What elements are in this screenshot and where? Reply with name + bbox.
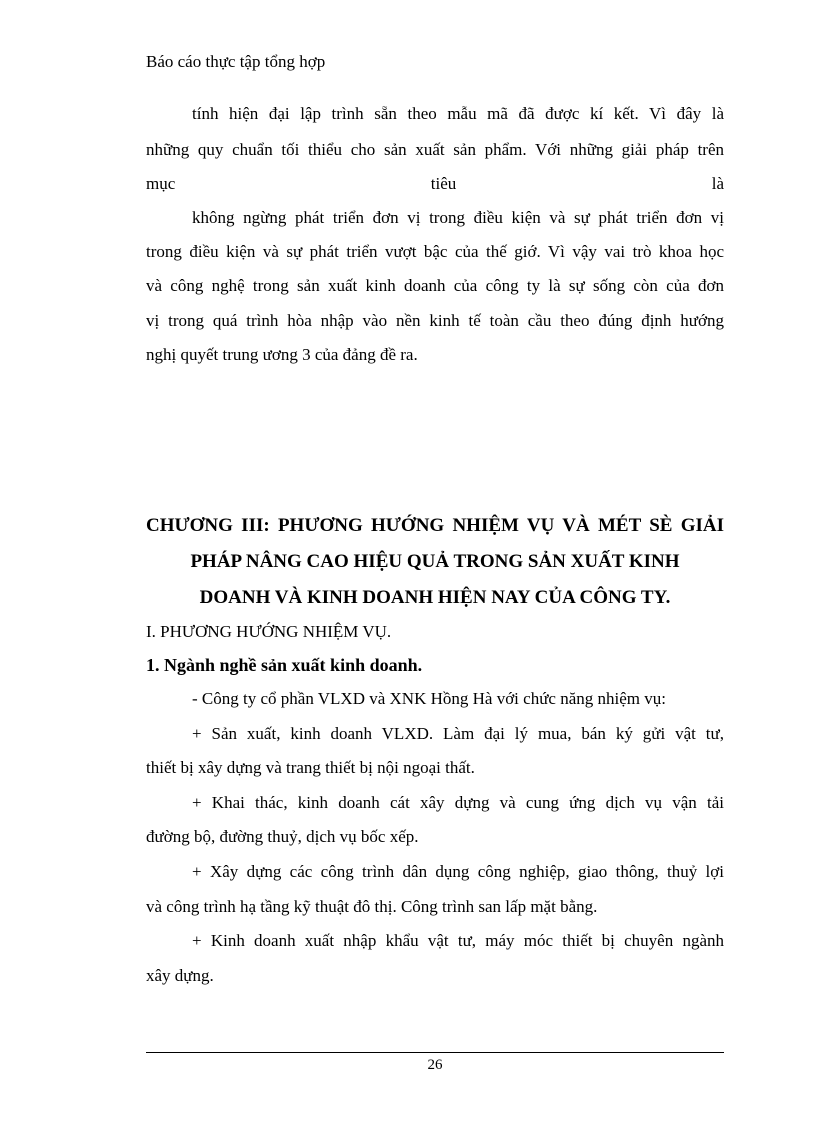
intro-line: nghị quyết trung ương 3 của đảng đề ra. — [146, 345, 418, 364]
body-line: và công trình hạ tầng kỹ thuật đô thị. Công trình san lấp mặt bằng. — [146, 897, 598, 916]
body-line: + Kinh doanh xuất nhập khẩu vật tư, máy móc thiết bị chuyên ngành — [192, 931, 724, 950]
intro-line: vị trong quá trình hòa nhập vào nền kinh tế toàn cầu theo đúng định hướng — [146, 311, 724, 330]
intro-line: trong điều kiện và sự phát triển vượt bậc của thế giớ. Vì vậy vai trò khoa học — [146, 242, 724, 261]
body-line: + Xây dựng các công trình dân dụng công nghiệp, giao thông, thuỷ lợi — [192, 862, 724, 881]
intro-line: những quy chuẩn tối thiểu cho sản xuất sản phẩm. Với những giải pháp trên — [146, 140, 724, 159]
section-heading: I. PHƯƠNG HƯỚNG NHIỆM VỤ. — [146, 622, 392, 641]
body-line: + Khai thác, kinh doanh cát xây dựng và cung ứng dịch vụ vận tải — [192, 793, 724, 812]
chapter-title-line: CHƯƠNG III: PHƯƠNG HƯỚNG NHIỆM VỤ VÀ MÉT SÈ GIẢI — [146, 515, 724, 536]
page-number: 26 — [427, 1057, 443, 1073]
body-line: thiết bị xây dựng và trang thiết bị nội ngoại thất. — [146, 758, 475, 777]
footer-rule — [146, 1052, 724, 1053]
chapter-title-line: PHÁP NÂNG CAO HIỆU QUẢ TRONG SẢN XUẤT KINH — [190, 551, 680, 572]
intro-line: mục tiêu là — [146, 174, 724, 193]
running-header: Báo cáo thực tập tổng hợp — [146, 52, 326, 71]
body-line: - Công ty cổ phần VLXD và XNK Hồng Hà với chức năng nhiệm vụ: — [192, 689, 666, 708]
section-subheading: 1. Ngành nghề sản xuất kinh doanh. — [146, 655, 423, 675]
body-line: đường bộ, đường thuỷ, dịch vụ bốc xếp. — [146, 827, 419, 846]
intro-line: không ngừng phát triển đơn vị trong điều kiện và sự phát triển đơn vị — [192, 208, 724, 227]
body-line: xây dựng. — [146, 966, 214, 985]
chapter-title-line: DOANH VÀ KINH DOANH HIỆN NAY CỦA CÔNG TY. — [199, 587, 671, 608]
body-line: + Sản xuất, kinh doanh VLXD. Làm đại lý mua, bán ký gửi vật tư, — [192, 724, 724, 743]
intro-line: và công nghệ trong sản xuất kinh doanh của công ty là sự sống còn của đơn — [146, 276, 724, 295]
intro-line: tính hiện đại lập trình sẵn theo mẫu mã đã được kí kết. Vì đây là — [192, 104, 724, 123]
